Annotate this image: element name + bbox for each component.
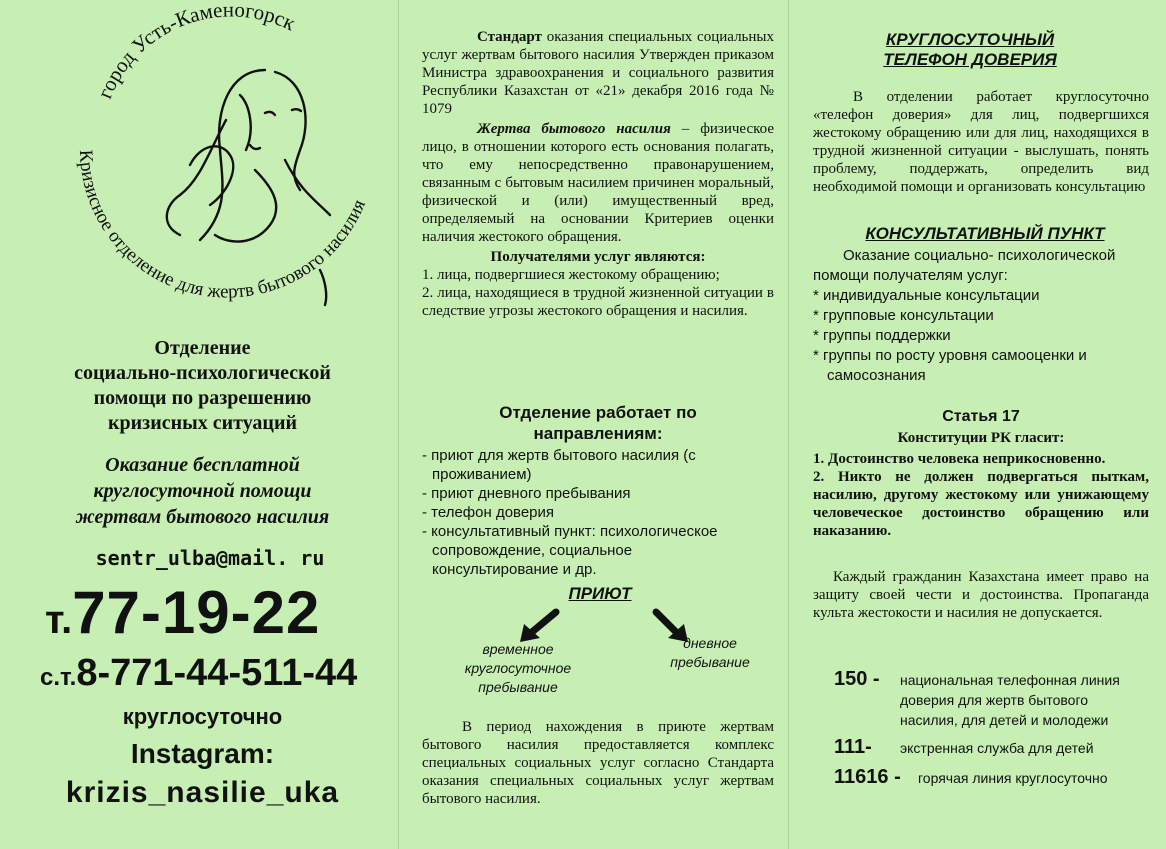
citizen-rights (813, 568, 1149, 622)
department-title-line: социально-психологической (74, 362, 331, 384)
tagline (30, 452, 375, 530)
middle-panel (410, 0, 780, 849)
hours-label: круглосуточно (122, 704, 283, 729)
article-item: 1. Достоинство человека неприкосновенно. (813, 451, 1106, 467)
phone-prefix: т. (45, 598, 73, 642)
instagram-handle[interactable]: krizis_nasilie_uka (65, 776, 340, 809)
shelter-title: ПРИЮТ (568, 584, 632, 603)
directions-title-line: Отделение работает по (499, 403, 697, 422)
mobile-phone[interactable] (40, 652, 380, 695)
hotline-description (813, 88, 1149, 196)
hotline-title-line: ТЕЛЕФОН ДОВЕРИЯ (883, 50, 1057, 69)
shelter-24h-line: временное (482, 641, 554, 657)
recipient-item: 2. лица, находящиеся в трудной жизненной ситуации в следствие угрозы жестокого обращения и насилия. (422, 285, 774, 319)
shelter-day-line: дневное (683, 635, 737, 651)
shelter-day (660, 634, 760, 672)
logo-department-text: Кризисное отделение для жертв бытового насилия (74, 149, 370, 303)
direction-item: - консультативный пункт: психологическое сопровождение, социальное консультирование и др. (422, 523, 718, 578)
department-title (30, 336, 375, 436)
consult-item: * группы по росту уровня самооценки и самосознания (813, 347, 1087, 384)
directions-title (422, 402, 774, 444)
direction-item: - приют для жертв бытового насилия (с проживанием) (422, 447, 696, 483)
hotline-text: горячая линия круглосуточно (918, 770, 1108, 786)
hotline-code: 150 - (834, 668, 880, 690)
standard-block (422, 28, 774, 320)
main-phone[interactable] (45, 578, 375, 647)
shelter-24h-line: круглосуточное (464, 660, 572, 676)
email-address[interactable]: sentr_ulba@mail. ru (95, 546, 325, 570)
tagline-line: Оказание бесплатной (105, 454, 300, 476)
victim-term: Жертва бытового насилия (477, 121, 671, 137)
department-title-line: помощи по разрешению (93, 387, 312, 409)
phone-number: 77-19-22 (72, 579, 321, 646)
direction-item: - телефон доверия (422, 504, 555, 521)
department-title-line: кризисных ситуаций (107, 412, 297, 434)
consult-intro: Оказание социально- психологической помощи получателям услуг: (813, 247, 1116, 284)
article-subtitle: Конституции РК гласит: (897, 430, 1065, 446)
hotline-text: В отделении работает круглосуточно «телефон доверия» для лиц, подвергшихся жестокому обращению или для лиц, находящихся в трудной жизненной ситуации - выслушать, понять проблему, поддержать, определить вид необходимой помощи и организовать консультацию (813, 89, 1149, 195)
recipients-title: Получателями услуг являются: (490, 249, 706, 265)
mobile-number: 8-771-44-511-44 (76, 652, 358, 694)
shelter-day-line: пребывание (670, 654, 750, 670)
left-panel (0, 0, 395, 849)
hotline-title-line: КРУГЛОСУТОЧНЫЙ (885, 30, 1055, 49)
shelter-24h-line: пребывание (478, 679, 558, 695)
consult-item: * индивидуальные консультации (813, 287, 1040, 304)
article-title: Статья 17 (942, 408, 1020, 425)
directions-title-line: направлениям: (533, 424, 663, 443)
victim-definition: – физическое лицо, в отношении которого есть основания полагать, что ему непосредственно правонарушением, связанным с бытовым насилием причинен моральный, физической и (или) имущественный вред, определяемый на основании Критериев оценки наличия жестокого обращения. (422, 121, 774, 245)
instagram-label: Instagram: (130, 738, 275, 769)
standard-heading: Стандарт (477, 29, 542, 45)
department-title-line: Отделение (154, 337, 251, 359)
tagline-line: круглосуточной помощи (93, 480, 312, 502)
direction-item: - приют дневного пребывания (422, 485, 631, 502)
hotline-111 (834, 736, 1140, 758)
hotline-code: 11616 - (834, 766, 901, 788)
hotline-text: национальная телефонная линия доверия для жертв бытового насилия, для детей и молодежи (900, 672, 1120, 728)
shelter-24h (448, 640, 588, 697)
directions-list (422, 446, 752, 579)
crisis-center-logo (50, 0, 390, 330)
consult-item: * групповые консультации (813, 307, 994, 324)
consult-title: КОНСУЛЬТАТИВНЫЙ ПУНКТ (865, 224, 1105, 243)
article-items (813, 450, 1149, 540)
tagline-line: жертвам бытового насилия (75, 506, 330, 528)
recipient-item: 1. лица, подвергшиеся жестокому обращению; (422, 267, 720, 283)
hotline-150 (834, 668, 1140, 730)
hotline-11616 (834, 766, 1140, 788)
shelter-paragraph-text: В период нахождения в приюте жертвам бытового насилия предоставляется комплекс специальных социальных услуг согласно Стандарта оказания специальных социальных услуг жертвам бытового насилия. (422, 719, 774, 807)
fold-line-right (788, 0, 789, 849)
shelter-paragraph (422, 718, 774, 808)
mobile-prefix: с.т. (40, 664, 77, 691)
article-item: 2. Никто не должен подвергаться пыткам, насилию, другому жестокому или унижающему человеческое достоинство обращению или наказанию. (813, 469, 1149, 539)
consult-item: * группы поддержки (813, 327, 951, 344)
hotline-text: экстренная служба для детей (900, 740, 1094, 756)
fold-line-left (398, 0, 399, 849)
logo-city-text: город Усть-Каменогорск (92, 0, 300, 102)
hotline-code: 111- (834, 736, 872, 758)
hotline-title (835, 30, 1105, 70)
standard-text: оказания специальных социальных услуг жертвам бытового насилия Утвержден приказом Министра здравоохранения и социального развития Республики Казахстан от «21» декабря 2016 года № 1079 (422, 29, 774, 117)
consult-list (813, 246, 1153, 386)
citizen-rights-text: Каждый гражданин Казахстана имеет право на защиту своей чести и достоинства. Пропаганда культа жестокости и насилия не допускается. (813, 569, 1149, 621)
